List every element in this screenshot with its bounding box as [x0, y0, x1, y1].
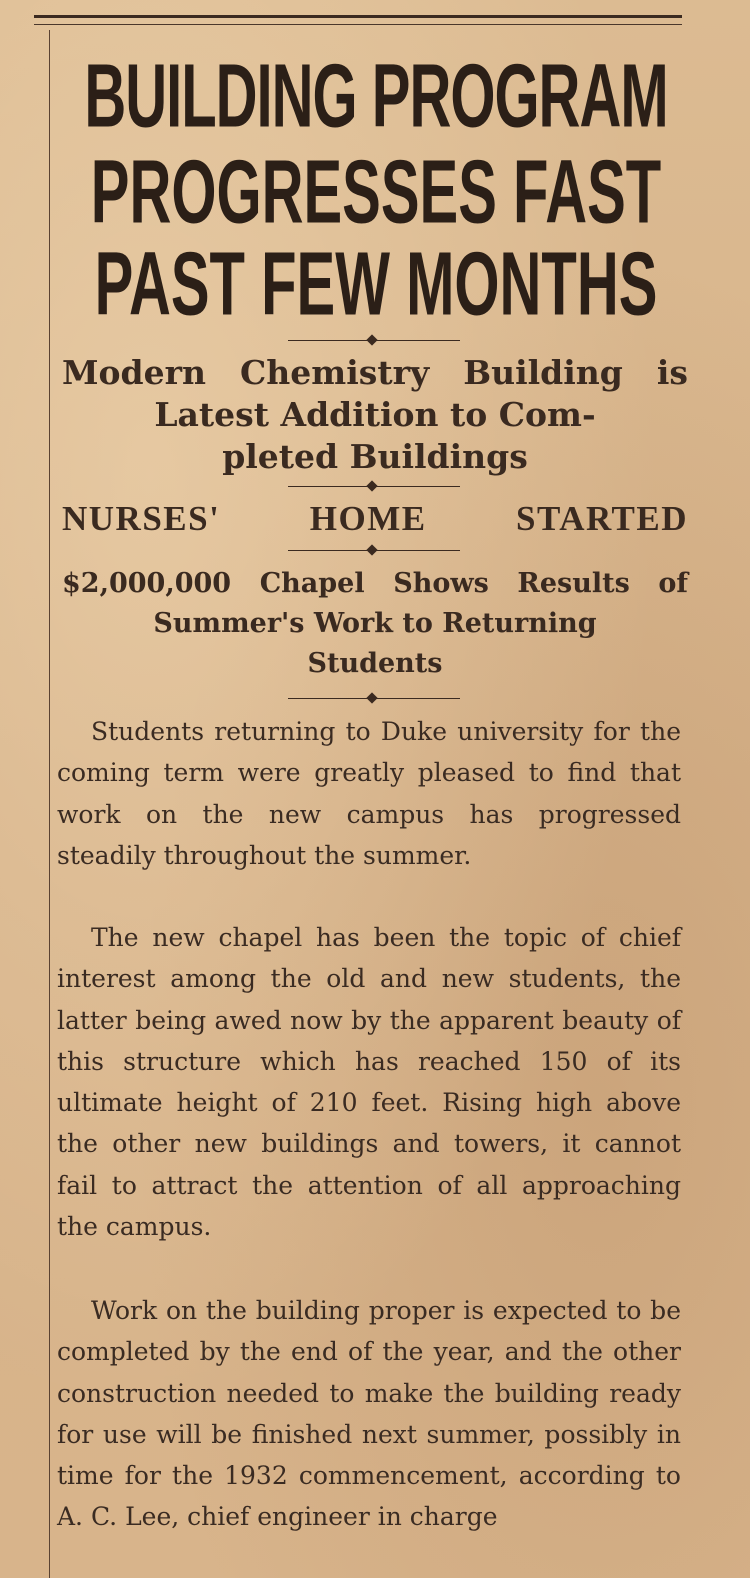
- subhead-chapel: [62, 564, 688, 684]
- headline-line-1: BUILDING PROGRAM: [84, 45, 668, 147]
- paragraph-text: Work on the building proper is expected to be completed by the end of the year, and the other construction needed to make the building ready for use will be finished next summer, possibly in time for the 1932 commencement, according to A. C. Lee, chief engineer in charge: [57, 1296, 681, 1532]
- subhead-chemistry-building: [62, 352, 688, 478]
- article-paragraph-3: [57, 1290, 681, 1538]
- subhead-1-line-1: Modern Chemistry Building is: [62, 353, 688, 392]
- top-rule-thin: [34, 24, 682, 25]
- divider-ornament: [288, 698, 460, 699]
- subhead-3-line-1: $2,000,000 Chapel Shows Results of: [62, 568, 688, 599]
- divider-ornament: [288, 486, 460, 487]
- subhead-nurses-home: NURSES' HOME STARTED: [62, 499, 688, 538]
- divider-ornament: [288, 340, 460, 341]
- top-rule: [34, 15, 682, 18]
- subhead-3-line-3: Students: [307, 648, 443, 679]
- diamond-ornament-icon: [366, 692, 377, 703]
- divider-ornament: [288, 550, 460, 551]
- article-paragraph-1: [57, 711, 681, 876]
- diamond-ornament-icon: [366, 480, 377, 491]
- headline-line-2: PROGRESSES FAST: [90, 141, 662, 243]
- subhead-1-line-3: pleted Buildings: [222, 437, 528, 476]
- article-paragraph-2: [57, 917, 681, 1247]
- diamond-ornament-icon: [366, 334, 377, 345]
- subhead-3-line-2: Summer's Work to Returning: [153, 608, 597, 639]
- diamond-ornament-icon: [366, 544, 377, 555]
- paragraph-text: The new chapel has been the topic of chief interest among the old and new students, the latter being awed now by the apparent beauty of this structure which has reached 150 of its ultimate height of 210 feet. Rising high above the other new buildings and towers, it cannot fail to attract the attention of all approaching the campus.: [57, 923, 681, 1242]
- paragraph-text: Students returning to Duke university for the coming term were greatly pleased to find that work on the new campus has progressed steadily throughout the summer.: [57, 717, 681, 870]
- headline-line-3: PAST FEW MONTHS: [94, 233, 658, 335]
- column-rule: [49, 30, 50, 1578]
- subhead-1-line-2: Latest Addition to Com-: [154, 395, 596, 434]
